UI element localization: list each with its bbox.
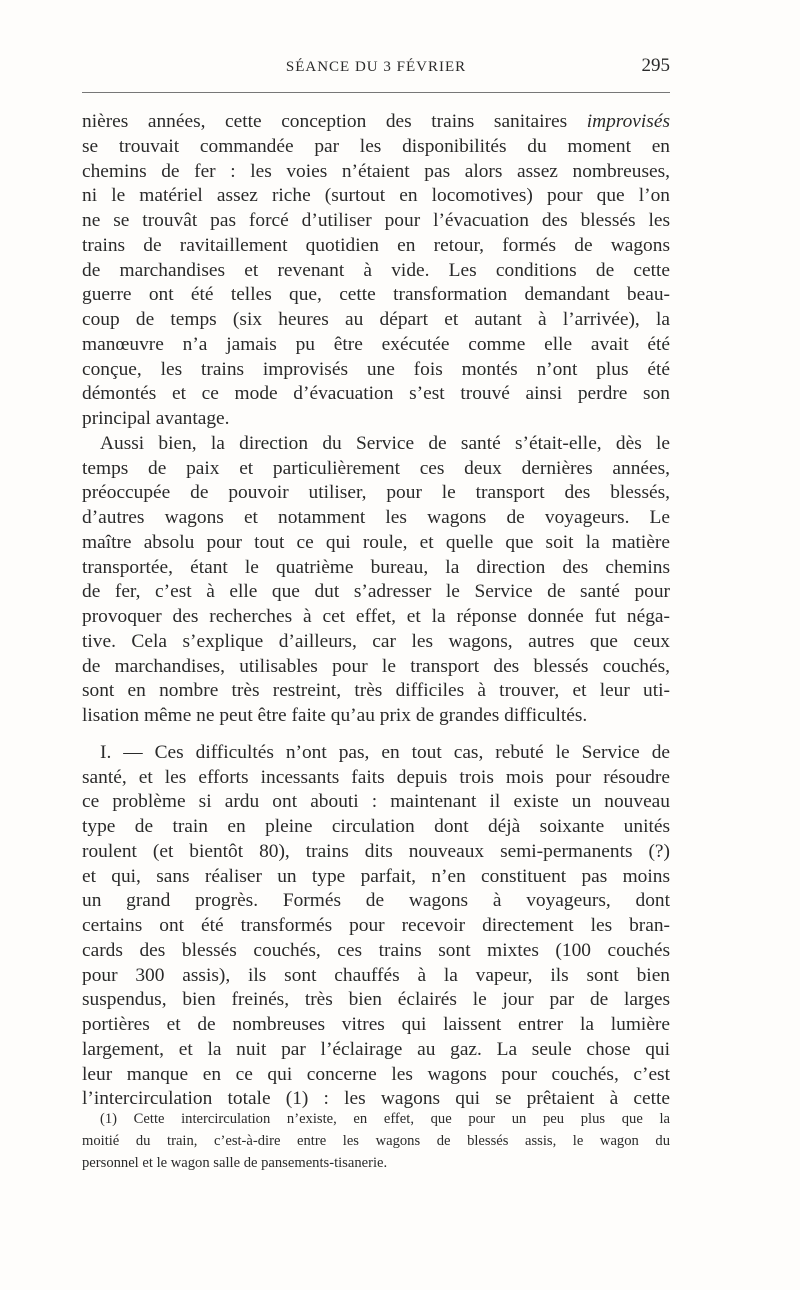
footnote-line: (1) Cette intercirculation n’existe, en effet, que pour un peu plus que la: [100, 1111, 670, 1127]
text-line: suspendus, bien freinés, très bien éclairés le jour par de larges: [82, 989, 670, 1011]
text-line: préoccupée de pouvoir utiliser, pour le transport des blessés,: [82, 482, 670, 504]
footnote: [82, 1108, 670, 1174]
text-line: transportée, étant le quatrième bureau, la direction des chemins: [82, 556, 670, 578]
text-line: coup de temps (six heures au départ et autant à l’arrivée), la: [82, 309, 670, 330]
text-line: de fer, c’est à elle que dut s’adresser le Service de santé pour: [82, 581, 670, 603]
text-line: et qui, sans réaliser un type parfait, n’en constituent pas moins: [82, 865, 670, 887]
text-line: manœuvre n’a jamais pu être exécutée comme elle avait été: [82, 333, 670, 355]
footnote-line: personnel et le wagon salle de pansements-tisanerie.: [82, 1155, 388, 1171]
text-line: un grand progrès. Formés de wagons à voyageurs, dont: [82, 890, 670, 912]
text-line: de marchandises, utilisables pour le transport des blessés couchés,: [82, 655, 670, 677]
running-title: SÉANCE DU 3 FÉVRIER: [285, 59, 467, 75]
text-line: se trouvait commandée par les disponibilités du moment en: [82, 135, 670, 157]
text-line: type de train en pleine circulation dont déjà soixante unités: [82, 816, 670, 837]
italic-word: improvisés: [586, 111, 670, 132]
text-line: trains de ravitaillement quotidien en retour, formés de wagons: [82, 234, 670, 256]
text-line: conçue, les trains improvisés une fois montés n’ont plus été: [82, 358, 670, 380]
text-line: Aussi bien, la direction du Service de santé s’était-elle, dès le: [100, 432, 670, 454]
text-line: ne se trouvât pas forcé d’utiliser pour l’évacuation des blessés les: [82, 210, 670, 231]
running-head: [82, 55, 670, 81]
text-line: sont en nombre très restreint, très difficiles à trouver, et leur uti-: [82, 680, 670, 702]
text-line: démontés et ce mode d’évacuation s’est trouvé ainsi perdre son: [82, 383, 670, 405]
text-line: santé, et les efforts incessants faits depuis trois mois pour résoudre: [82, 766, 670, 788]
text-line: guerre ont été telles que, cette transformation demandant beau-: [82, 284, 670, 306]
text-line: portières et de nombreuses vitres qui laissent entrer la lumière: [82, 1014, 670, 1035]
text-line: I. — Ces difficultés n’ont pas, en tout cas, rebuté le Service de: [100, 741, 670, 763]
text-line: cards des blessés couchés, ces trains sont mixtes (100 couchés: [82, 939, 670, 961]
page-number: 295: [641, 55, 670, 76]
text-line: pour 300 assis), ils sont chauffés à la vapeur, ils sont bien: [82, 964, 670, 986]
text-line: certains ont été transformés pour recevoir directement les bran-: [82, 915, 670, 936]
text-line: leur manque en ce qui concerne les wagons pour couchés, c’est: [82, 1063, 670, 1085]
text-line: temps de paix et particulièrement ces deux dernières années,: [82, 457, 670, 479]
text-line: maître absolu pour tout ce qui roule, et quelle que soit la matière: [82, 531, 670, 553]
header-rule: [82, 92, 670, 93]
text-line: chemins de fer : les voies n’étaient pas alors assez nombreuses,: [82, 160, 670, 182]
footnote-line: moitié du train, c’est-à-dire entre les wagons de blessés assis, le wagon du: [82, 1133, 670, 1149]
text-line: lisation même ne peut être faite qu’au prix de grandes difficultés.: [82, 705, 588, 726]
text-line: tive. Cela s’explique d’ailleurs, car les wagons, autres que ceux: [82, 630, 670, 652]
text-line: d’autres wagons et notamment les wagons de voyageurs. Le: [82, 507, 670, 528]
text-line: principal avantage.: [82, 408, 230, 429]
text-line: provoquer des recherches à cet effet, et la réponse donnée fut néga-: [82, 606, 670, 627]
text-line: largement, et la nuit par l’éclairage au gaz. La seule chose qui: [82, 1038, 670, 1060]
text-line: ce problème si ardu ont abouti : maintenant il existe un nouveau: [82, 791, 670, 813]
text-line: de marchandises et revenant à vide. Les conditions de cette: [82, 259, 670, 281]
text-line: nières années, cette conception des trains sanitaires improvisés: [82, 111, 670, 132]
text-line: l’intercirculation totale (1) : les wagons qui se prêtaient à cette: [82, 1088, 670, 1110]
body-text: [82, 110, 670, 1112]
text-line: ni le matériel assez riche (surtout en locomotives) pour que l’on: [82, 185, 670, 207]
text-line: roulent (et bientôt 80), trains dits nouveaux semi-permanents (?): [82, 840, 670, 862]
